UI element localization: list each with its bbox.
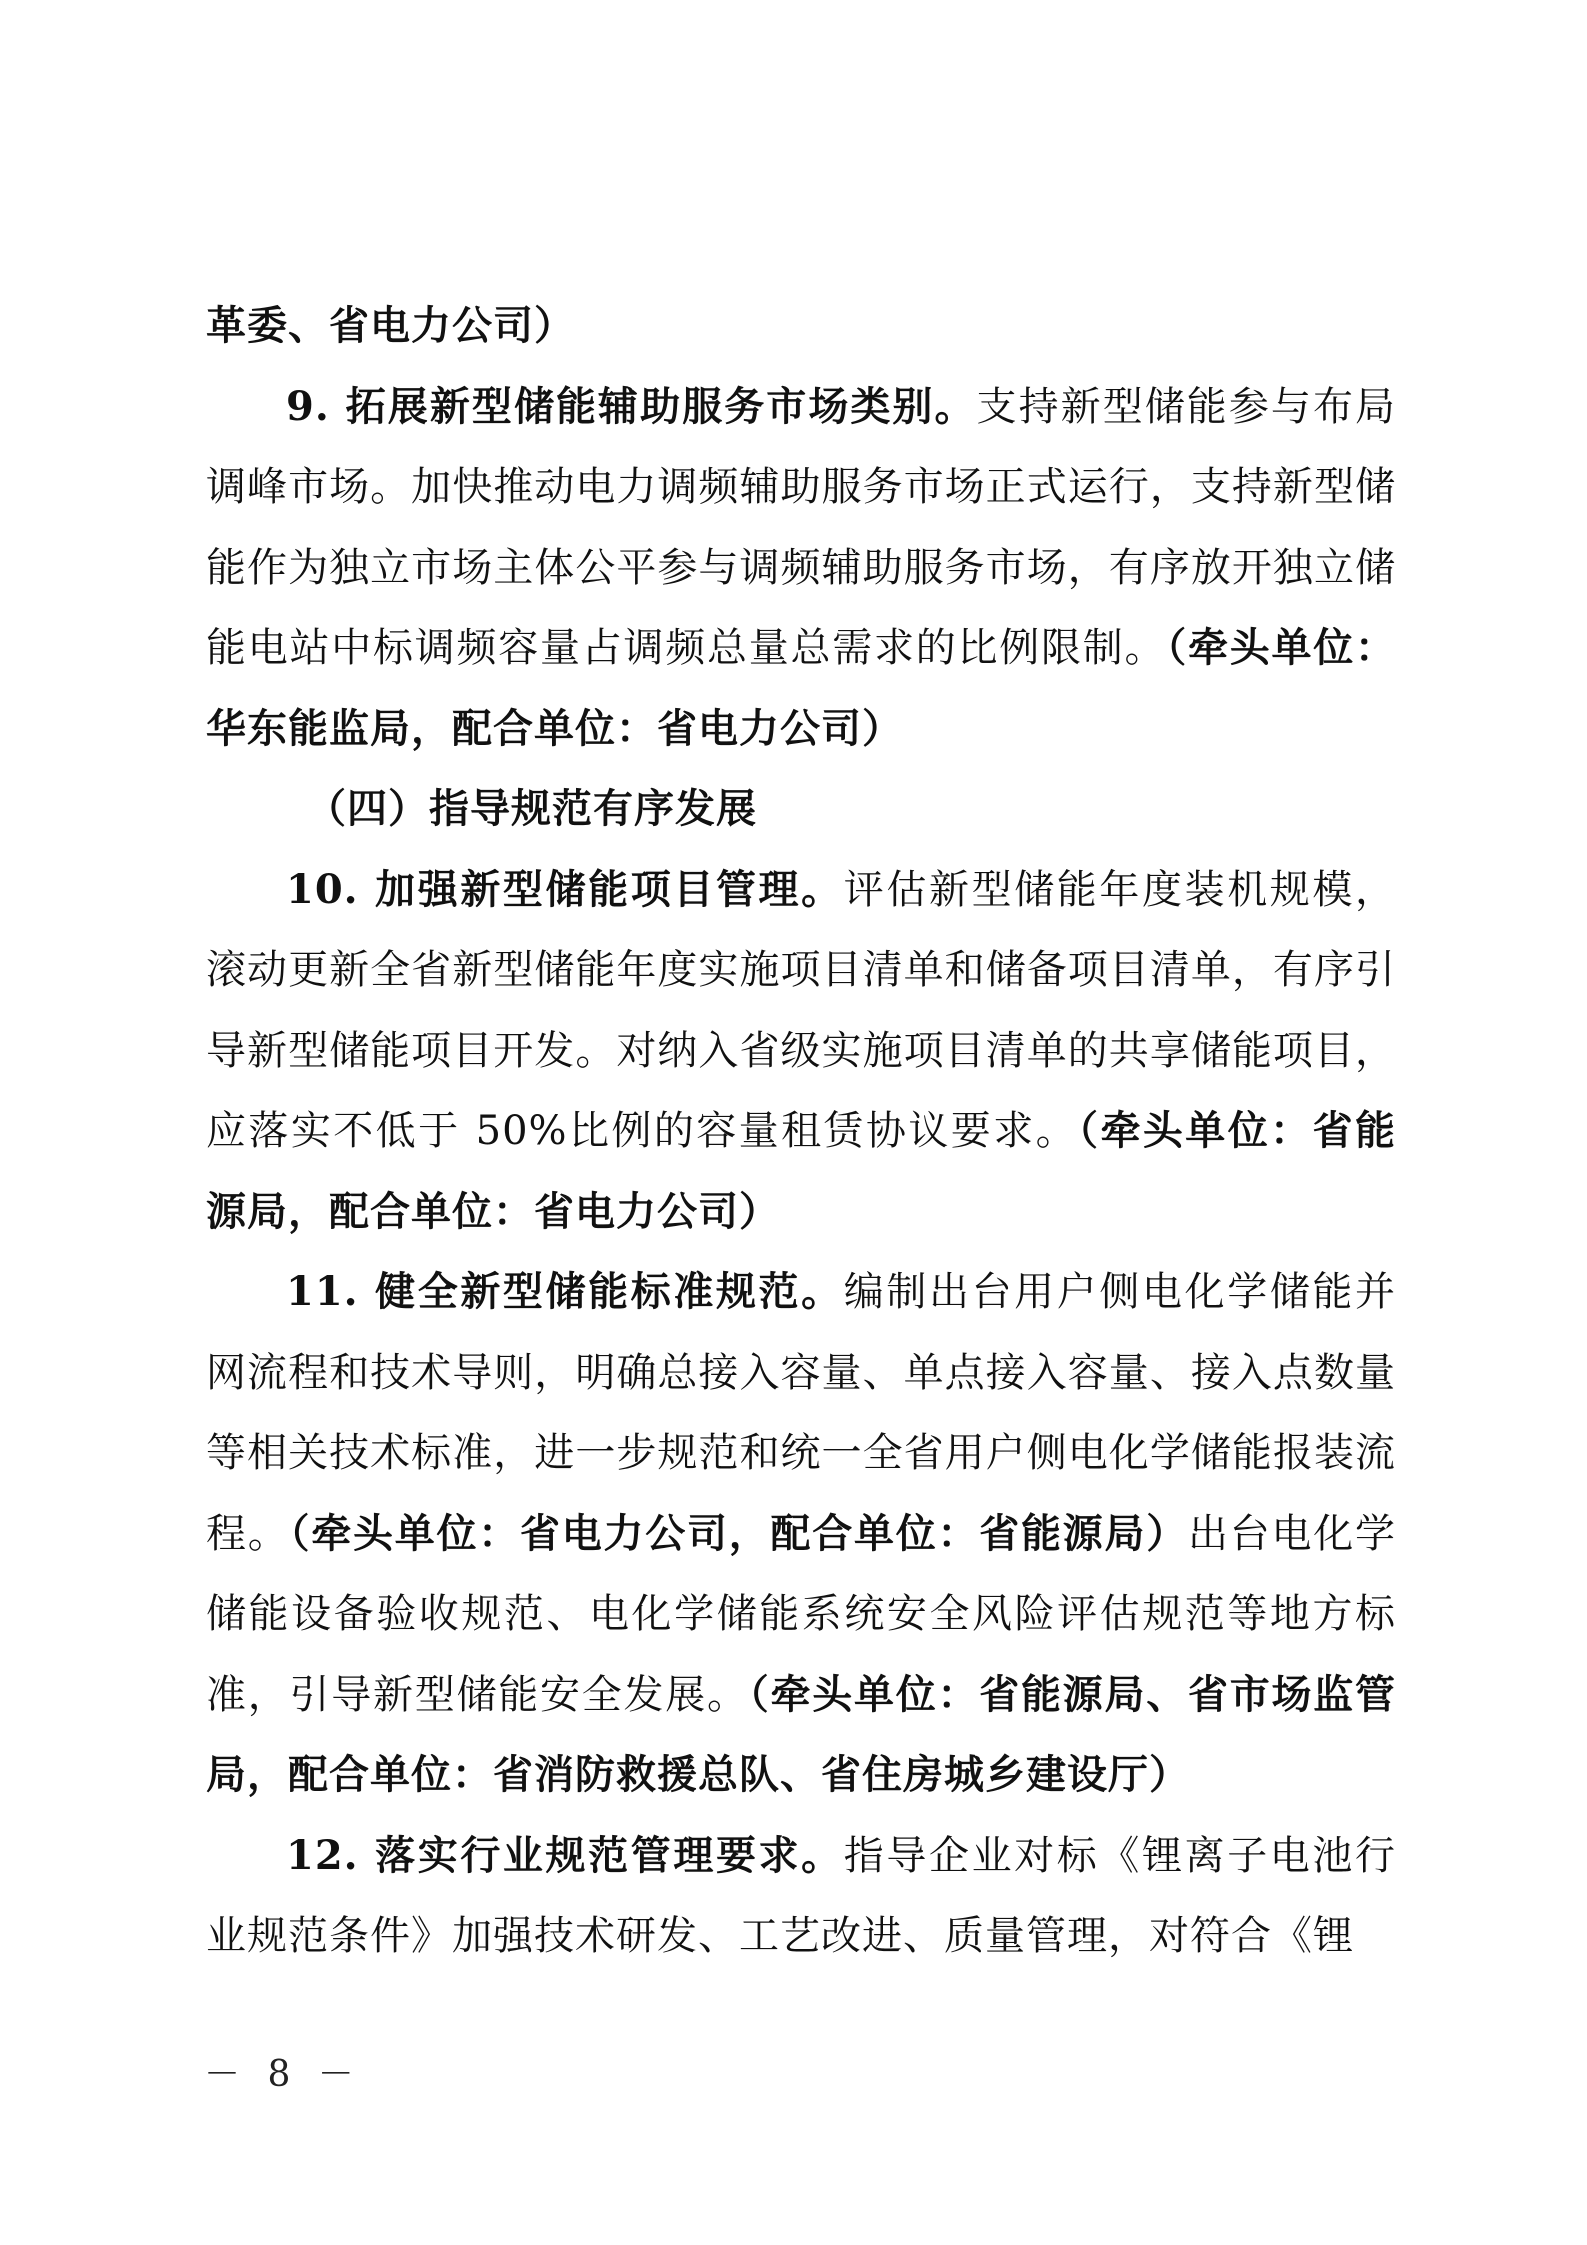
paragraph-11-responsibility: （牵头单位：省电力公司，配合单位：省能源局） [289,1509,1188,1557]
paragraph-11-text-2: 出台电化学储能设备验收规范、电化学储能系统安全风险评估规范等地方标准，引导新型储能安全发展。 [206,1510,1396,1718]
section-heading-4-text: （四）指导规范有序发展 [306,785,757,832]
paragraph-9 [206,367,1396,770]
paragraph-12-lead: 12. 落实行业规范管理要求。 [286,1831,844,1879]
paragraph-10-responsibility: （牵头单位：省能源局，配合单位：省电力公司） [206,1107,1396,1235]
paragraph-11-lead: 11. 健全新型储能标准规范。 [286,1268,844,1315]
page-number: － 8 － [204,2054,362,2095]
paragraph-11 [206,1252,1396,1816]
paragraph-9-lead: 9. 拓展新型储能辅助服务市场类别。 [286,382,977,430]
paragraph-11-text: 编制出台用户侧电化学储能并网流程和技术导则，明确总接入容量、单点接入容量、接入点数量等相关技术标准，进一步规范和统一全省用户侧电化学储能报装流程。 [206,1269,1397,1557]
continued-paragraph [206,286,1396,367]
paragraph-10 [206,850,1396,1253]
paragraph-11-responsibility-2: （牵头单位：省能源局、省市场监管局，配合单位：省消防救援总队、省住房城乡建设厅） [206,1670,1396,1798]
paragraph-9-responsibility: （牵头单位：华东能监局，配合单位：省电力公司） [206,624,1396,752]
paragraph-12 [206,1816,1396,1977]
paragraph-9-text: 支持新型储能参与布局调峰市场。加快推动电力调频辅助服务市场正式运行，支持新型储能作为独立市场主体公平参与调频辅助服务市场，有序放开独立储能电站中标调频容量占调频总量总需求的比例限制。 [206,383,1397,671]
paragraph-12-text: 指导企业对标《锂离子电池行业规范条件》加强技术研发、工艺改进、质量管理，对符合《锂 [206,1832,1397,1959]
paragraph-10-lead: 10. 加强新型储能项目管理。 [286,865,844,913]
body-text [206,286,1396,1977]
continued-text: 革委、省电力公司） [206,302,575,349]
section-heading-4 [206,769,1396,850]
paragraph-10-text: 评估新型储能年度装机规模，滚动更新全省新型储能年度实施项目清单和储备项目清单，有序引导新型储能项目开发。对纳入省级实施项目清单的共享储能项目，应落实不低于 50%比例的容量租赁协议要求。 [206,866,1397,1154]
